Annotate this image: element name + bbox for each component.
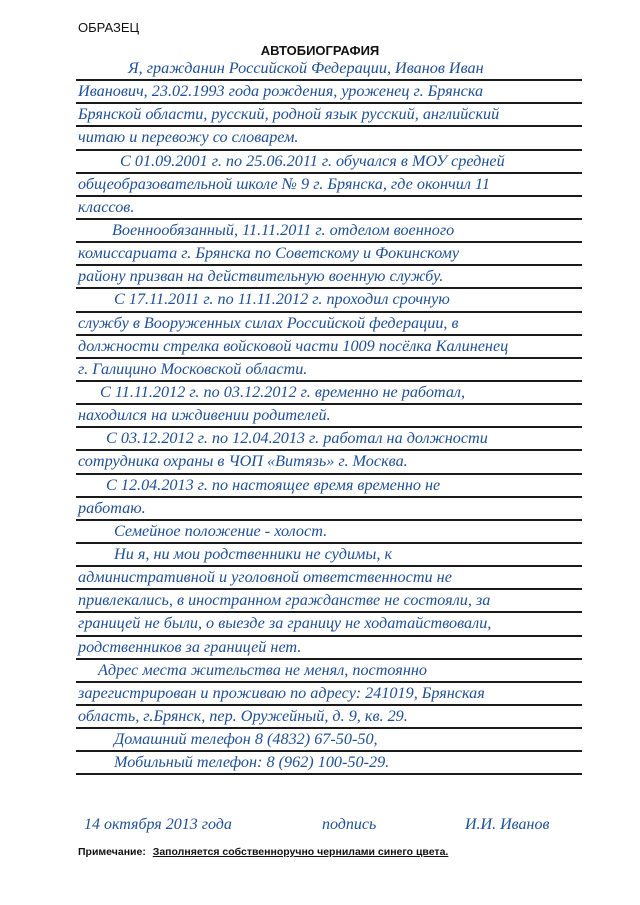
body-line: административной и уголовной ответственности не [76, 567, 582, 590]
body-line: читаю и перевожу со словарем. [76, 127, 582, 150]
body-line: комиссариата г. Брянска по Советскому и Фокинскому [76, 243, 582, 266]
document-title: АВТОБИОГРАФИЯ [260, 43, 380, 58]
body-line: С 03.12.2012 г. по 12.04.2013 г. работал на должности [76, 428, 582, 451]
handwritten-body [76, 58, 582, 775]
signoff-date: 14 октября 2013 года [84, 816, 232, 833]
body-line: зарегистрирован и проживаю по адресу: 241019, Брянская [76, 683, 582, 706]
body-line: Домашний телефон 8 (4832) 67-50-50, [76, 729, 582, 752]
body-line: С 01.09.2001 г. по 25.06.2011 г. обучался в МОУ средней [76, 151, 582, 174]
body-line: границей не были, о выезде за границу не ходатайствовали, [76, 613, 582, 636]
body-line: классов. [76, 197, 582, 220]
signature-label: подпись [322, 816, 377, 833]
body-line: родственников за границей нет. [76, 637, 582, 660]
body-line: сотрудника охраны в ЧОП «Витязь» г. Москва. [76, 451, 582, 474]
body-line: Адрес места жительства не менял, постоянно [76, 660, 582, 683]
signer-name: И.И. Иванов [465, 816, 550, 833]
body-line: Семейное положение - холост. [76, 521, 582, 544]
body-line: Иванович, 23.02.1993 года рождения, уроженец г. Брянска [76, 81, 582, 104]
signoff-row [0, 816, 640, 838]
body-line: С 17.11.2011 г. по 11.11.2012 г. проходил срочную [76, 289, 582, 312]
body-line: привлекались, в иностранном гражданстве не состояли, за [76, 590, 582, 613]
body-line: должности стрелка войсковой части 1009 посёлка Калиненец [76, 336, 582, 359]
footnote-label: Примечание: [78, 846, 146, 858]
body-line: находился на иждивении родителей. [76, 405, 582, 428]
body-line: г. Галицино Московской области. [76, 359, 582, 382]
body-line: область, г.Брянск, пер. Оружейный, д. 9, кв. 29. [76, 706, 582, 729]
body-line: району призван на действительную военную службу. [76, 266, 582, 289]
body-line: Мобильный телефон: 8 (962) 100-50-29. [76, 752, 582, 775]
sample-label: ОБРАЗЕЦ [78, 20, 140, 35]
body-line: Брянской области, русский, родной язык русский, английский [76, 104, 582, 127]
body-line: работаю. [76, 498, 582, 521]
body-line: службу в Вооруженных силах Российской федерации, в [76, 313, 582, 336]
footnote-text: Заполняется собственноручно чернилами синего цвета. [152, 846, 449, 858]
body-line: общеобразовательной школе № 9 г. Брянска, где окончил 11 [76, 174, 582, 197]
body-line: С 11.11.2012 г. по 03.12.2012 г. временно не работал, [76, 382, 582, 405]
body-line: С 12.04.2013 г. по настоящее время временно не [76, 475, 582, 498]
body-line: Я, гражданин Российской Федерации, Иванов Иван [76, 58, 582, 81]
body-line: Военнообязанный, 11.11.2011 г. отделом военного [76, 220, 582, 243]
body-line: Ни я, ни мои родственники не судимы, к [76, 544, 582, 567]
footnote [78, 846, 448, 858]
